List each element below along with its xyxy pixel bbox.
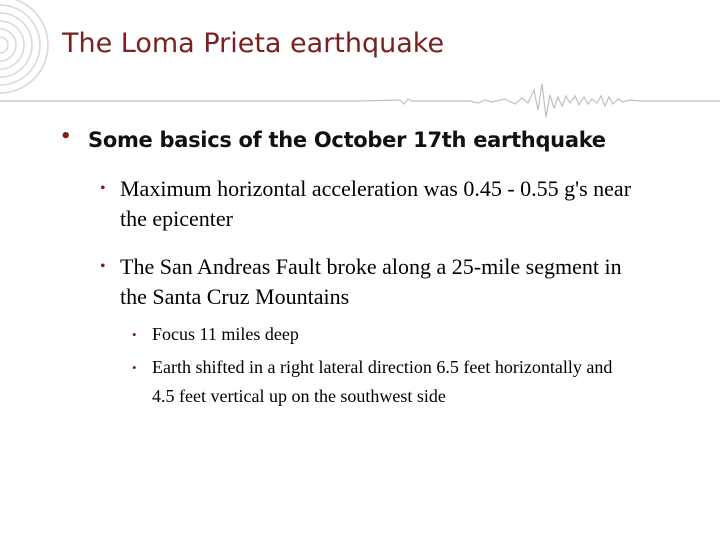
bullet-text: Maximum horizontal acceleration was 0.45 - 0.55 g's near the epicenter [120,176,632,231]
ripple-arc [0,5,40,85]
bullet-dot-icon: • [100,258,106,275]
bullet-level2 [100,252,640,312]
bullet-text: Earth shifted in a right lateral direction 6.5 feet horizontally and 4.5 feet vertical up on the southwest side [152,357,613,406]
ripple-arc [0,37,8,53]
bullet-text: The San Andreas Fault broke along a 25-mile segment in the Santa Cruz Mountains [120,254,622,309]
slide-title: The Loma Prieta earthquake [62,28,445,59]
bullet-level2 [100,174,640,234]
bullet-dot-icon: • [132,360,137,375]
bullet-dot-icon: • [60,126,72,147]
seismograph-line [0,84,720,117]
bullet-text: Some basics of the October 17th earthquake [88,128,606,152]
seismic-decoration [0,0,720,130]
bullet-level3 [132,353,632,411]
bullet-text: Focus 11 miles deep [152,324,299,344]
bullet-level3 [132,320,632,349]
ripple-arc [0,21,24,69]
bullet-dot-icon: • [100,180,106,197]
ripple-arcs [0,0,48,93]
bullet-level1 [60,128,606,152]
bullet-dot-icon: • [132,327,137,342]
